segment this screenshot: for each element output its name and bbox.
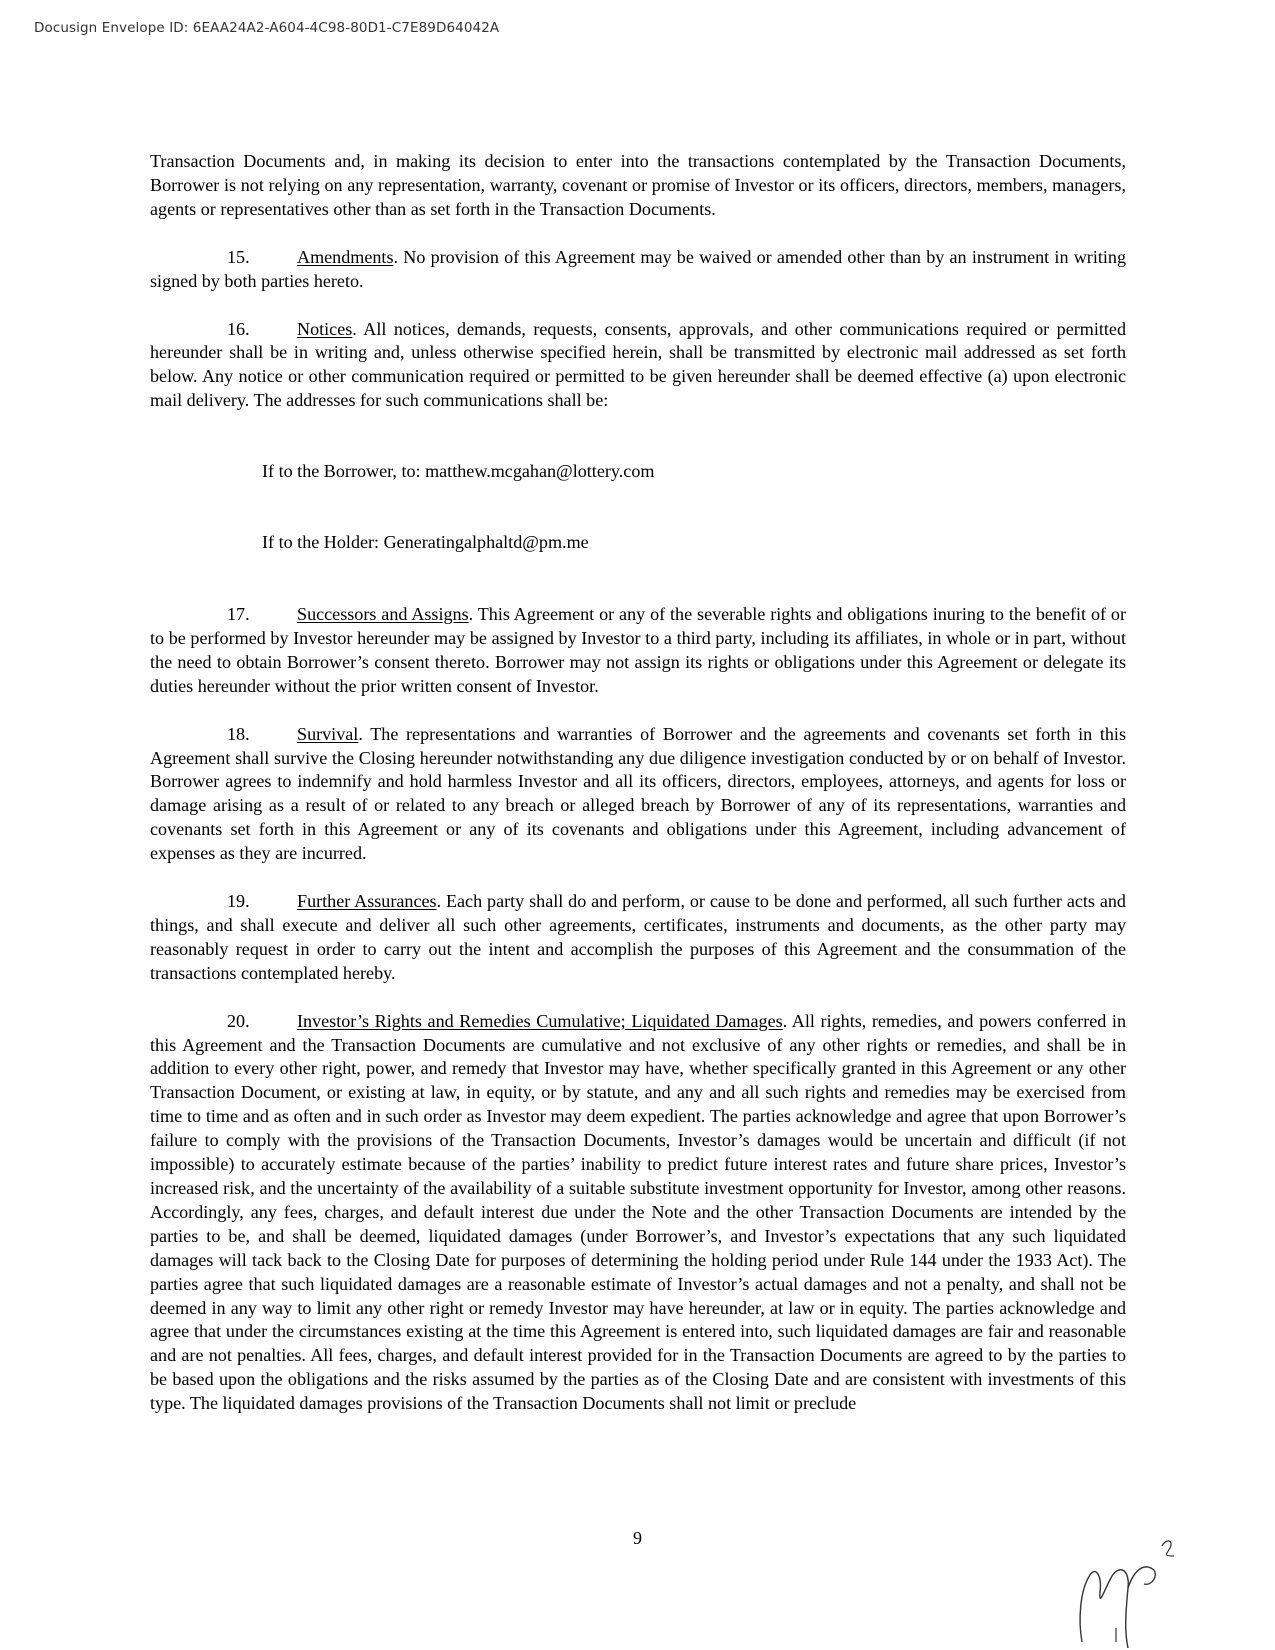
document-body <box>150 150 1126 1440</box>
section-heading: Notices <box>297 318 353 339</box>
section-number: 19. <box>227 891 250 912</box>
section-text: . The representations and warranties of Borrower and the agreements and covenants set forth in this Agreement shall survive the Closing hereunder notwithstanding any due diligence investigation conducted by or on behalf of Investor. Borrower agrees to indemnify and hold harmless Investor and all its officers, directors, employees, attorneys, and agents for loss or damage arising as a result of or related to any breach or alleged breach by Borrower of any of its representations, warranties and covenants set forth in this Agreement or any of its covenants and obligations under this Agreement, including advancement of expenses as they are incurred. <box>150 723 1126 864</box>
section-number: 16. <box>227 318 250 339</box>
section-heading: Survival <box>297 723 359 744</box>
section-19 <box>150 890 1126 986</box>
section-heading: Investor’s Rights and Remedies Cumulative; Liquidated Damages <box>297 1010 783 1031</box>
section-18 <box>150 723 1126 866</box>
section-text: . All notices, demands, requests, consents, approvals, and other communications required or permitted hereunder shall be in writing and, unless otherwise specified herein, shall be transmitted by electronic mail addressed as set forth below. Any notice or other communication required or permitted to be given hereunder shall be deemed effective (a) upon electronic mail delivery. The addresses for such communications shall be: <box>150 318 1126 411</box>
page-number: 9 <box>633 1528 642 1548</box>
section-text: . All rights, remedies, and powers conferred in this Agreement and the Transaction Documents are cumulative and not exclusive of any other rights or remedies, and shall be in addition to every other right, power, and remedy that Investor may have, whether specifically granted in this Agreement or any other Transaction Document, or existing at law, in equity, or by statute, and any and all such rights and remedies may be exercised from time to time and as often and in such order as Investor may deem expedient. The parties acknowledge and agree that upon Borrower’s failure to comply with the provisions of the Transaction Documents, Investor’s damages would be uncertain and difficult (if not impossible) to accurately estimate because of the parties’ inability to predict future interest rates and future share prices, Investor’s increased risk, and the uncertainty of the availability of a suitable substitute investment opportunity for Investor, among other reasons. Accordingly, any fees, charges, and default interest due under the Note and the other Transaction Documents are intended by the parties to be, and shall be deemed, liquidated damages (under Borrower’s, and Investor’s expectations that any such liquidated damages will tack back to the Closing Date for purposes of determining the holding period under Rule 144 under the 1933 Act). The parties agree that such liquidated damages are a reasonable estimate of Investor’s actual damages and not a penalty, and shall not be deemed in any way to limit any other right or remedy Investor may have hereunder, at law or in equity. The parties acknowledge and agree that under the circumstances existing at the time this Agreement is entered into, such liquidated damages are fair and reasonable and are not penalties. All fees, charges, and default interest provided for in the Transaction Documents are agreed to by the parties to be based upon the obligations and the risks assumed by the parties as of the Closing Date and are consistent with investments of this type. The liquidated damages provisions of the Transaction Documents shall not limit or preclude <box>150 1010 1126 1414</box>
section-number: 15. <box>227 246 250 267</box>
borrower-address: If to the Borrower, to: matthew.mcgahan@lottery.com <box>262 461 655 482</box>
section-15 <box>150 246 1126 294</box>
section-heading: Successors and Assigns <box>297 603 469 624</box>
handwritten-initials-signature <box>1070 1530 1235 1650</box>
envelope-id-header: Docusign Envelope ID: 6EAA24A2-A604-4C98-80D1-C7E89D64042A <box>34 20 500 36</box>
section-heading: Further Assurances <box>297 891 437 912</box>
section-heading: Amendments <box>297 246 394 267</box>
section-number: 17. <box>227 603 250 624</box>
section-number: 18. <box>227 723 250 744</box>
intro-paragraph: Transaction Documents and, in making its decision to enter into the transactions contemplated by the Transaction Documents, Borrower is not relying on any representation, warranty, covenant or promise of Investor or its officers, directors, members, managers, agents or representatives other than as set forth in the Transaction Documents. <box>150 151 1126 219</box>
holder-address: If to the Holder: Generatingalphaltd@pm.me <box>262 532 589 553</box>
section-number: 20. <box>227 1010 250 1031</box>
section-17 <box>150 603 1126 699</box>
section-16 <box>150 318 1126 414</box>
section-20 <box>150 1010 1126 1416</box>
section-text: . This Agreement or any of the severable rights and obligations inuring to the benefit of or to be performed by Investor hereunder may be assigned by Investor to a third party, including its affiliates, in whole or in part, without the need to obtain Borrower’s consent thereto. Borrower may not assign its rights or obligations under this Agreement or delegate its duties hereunder without the prior written consent of Investor. <box>150 603 1126 696</box>
section-text: . Each party shall do and perform, or cause to be done and performed, all such further acts and things, and shall execute and deliver all such other agreements, certificates, instruments and documents, as the other party may reasonably request in order to carry out the intent and accomplish the purposes of this Agreement and the consummation of the transactions contemplated hereby. <box>150 891 1126 983</box>
section-text: . No provision of this Agreement may be waived or amended other than by an instrument in writing signed by both parties hereto. <box>150 246 1126 291</box>
